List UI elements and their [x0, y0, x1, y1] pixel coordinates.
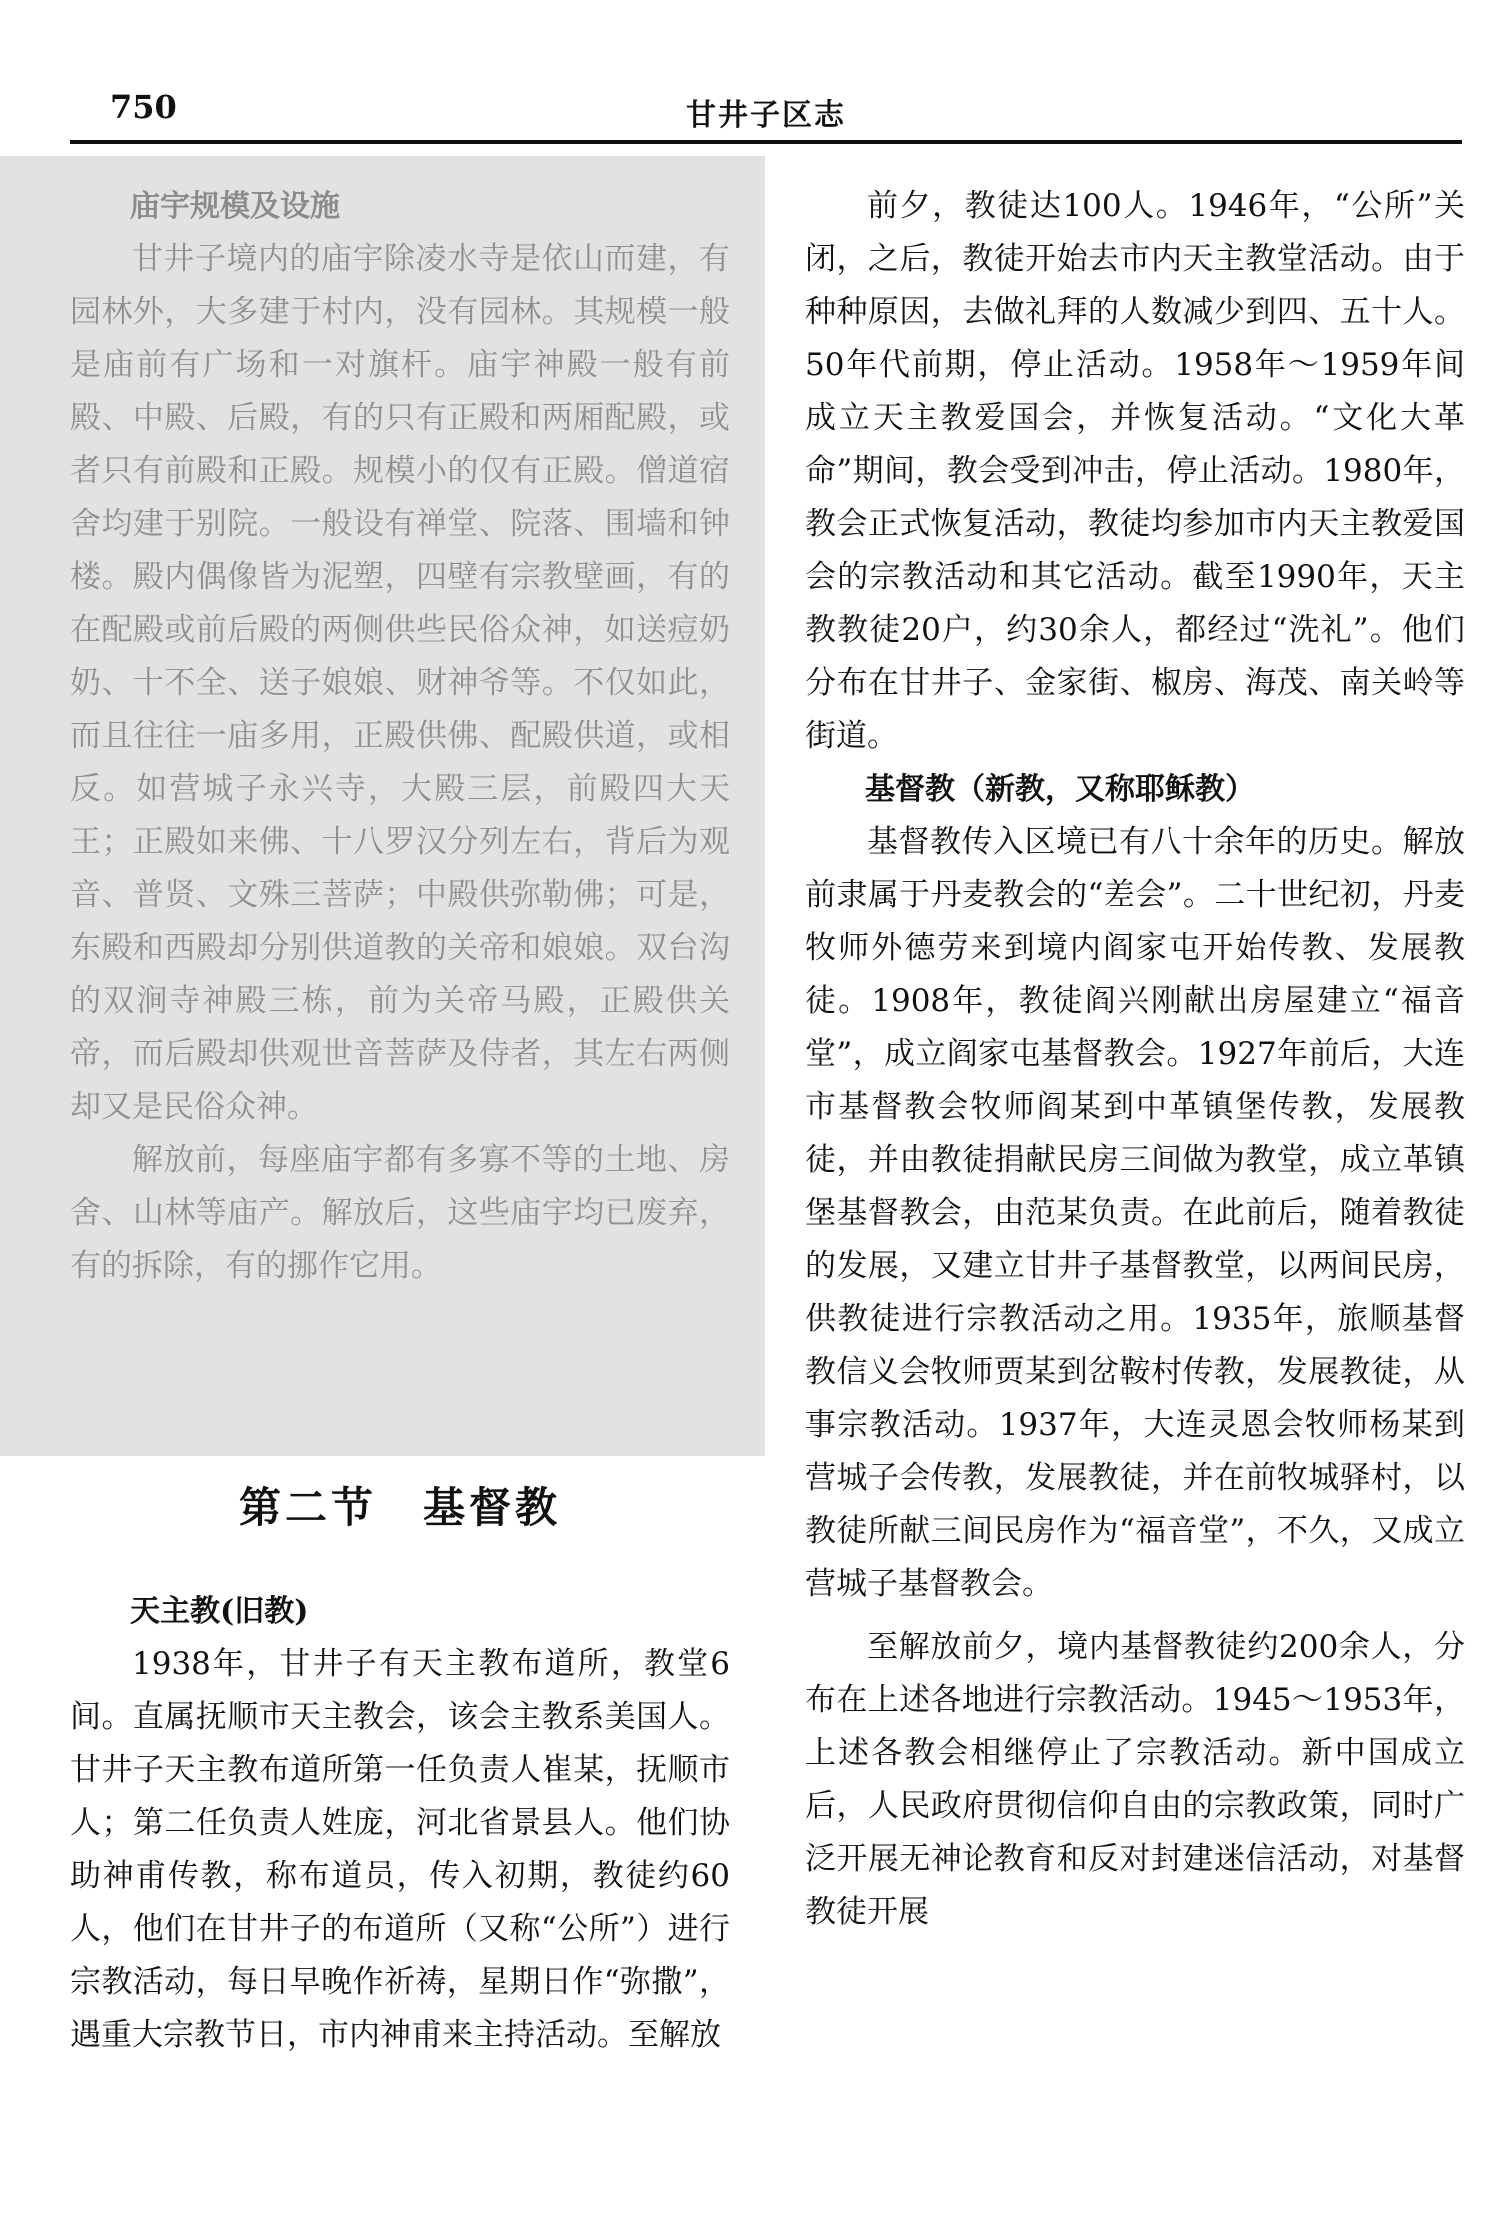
page-number: 750: [110, 88, 177, 126]
protestant-heading: 基督教（新教，又称耶稣教）: [865, 772, 1255, 807]
catholic-heading: 天主教(旧教): [130, 1594, 309, 1629]
catholic-continued-paragraph: 前夕，教徒达100人。1946年，“公所”关闭，之后，教徒开始去市内天主教堂活动。由于种种原因，去做礼拜的人数减少到四、五十人。50年代前期，停止活动。1958年～1959年间成立天主教爱国会，并恢复活动。“文化大革命”期间，教会受到冲击，停止活动。1980年，教会正式恢复活动，教徒均参加市内天主教爱国会的宗教活动和其它活动。截至1990年，天主教教徒20户，约30余人，都经过“洗礼”。他们分布在甘井子、金家街、椒房、海茂、南关岭等街道。: [805, 188, 1465, 754]
temple-property-paragraph: 解放前，每座庙宇都有多寡不等的土地、房舍、山林等庙产。解放后，这些庙宇均已废弃，有的拆除，有的挪作它用。: [70, 1142, 730, 1284]
header-rule: [70, 140, 1462, 144]
running-title: 甘井子区志: [686, 98, 846, 133]
shaded-text-block: [70, 180, 730, 1293]
protestant-history-paragraph: 基督教传入区境已有八十余年的历史。解放前隶属于丹麦教会的“差会”。二十世纪初，丹麦牧师外德劳来到境内阎家屯开始传教、发展教徒。1908年，教徒阎兴刚献出房屋建立“福音堂”，成立阎家屯基督教会。1927年前后，大连市基督教会牧师阎某到中革镇堡传教，发展教徒，并由教徒捐献民房三间做为教堂，成立革镇堡基督教会，由范某负责。在此前后，随着教徒的发展，又建立甘井子基督教堂，以两间民房，供教徒进行宗教活动之用。1935年，旅顺基督教信义会牧师贾某到岔鞍村传教，发展教徒，从事宗教活动。1937年，大连灵恩会牧师杨某到营城子会传教，发展教徒，并在前牧城驿村，以教徒所献三间民房作为“福音堂”，不久，又成立营城子基督教会。: [805, 824, 1465, 1602]
page-header: [70, 82, 1462, 142]
protestant-liberation-paragraph: 至解放前夕，境内基督教徒约200余人，分布在上述各地进行宗教活动。1945～1953年，上述各教会相继停止了宗教活动。新中国成立后，人民政府贯彻信仰自由的宗教政策，同时广泛开展无神论教育和反对封建迷信活动，对基督教徒开展: [805, 1629, 1465, 1930]
section-title: 第二节 基督教: [238, 1483, 561, 1532]
temple-facilities-paragraph: 甘井子境内的庙宇除凌水寺是依山而建，有园林外，大多建于村内，没有园林。其规模一般是庙前有广场和一对旗杆。庙宇神殿一般有前殿、中殿、后殿，有的只有正殿和两厢配殿，或者只有前殿和正殿。规模小的仅有正殿。僧道宿舍均建于别院。一般设有禅堂、院落、围墙和钟楼。殿内偶像皆为泥塑，四壁有宗教壁画，有的在配殿或前后殿的两侧供些民俗众神，如送痘奶奶、十不全、送子娘娘、财神爷等。不仅如此，而且往往一庙多用，正殿供佛、配殿供道，或相反。如营城子永兴寺，大殿三层，前殿四大天王；正殿如来佛、十八罗汉分列左右，背后为观音、普贤、文殊三菩萨；中殿供弥勒佛；可是，东殿和西殿却分别供道教的关帝和娘娘。双台沟的双涧寺神殿三栋，前为关帝马殿，正殿供关帝，而后殿却供观世音菩萨及侍者，其左右两侧却又是民俗众神。: [70, 241, 730, 1125]
catholic-paragraph: 1938年，甘井子有天主教布道所，教堂6间。直属抚顺市天主教会，该会主教系美国人。甘井子天主教布道所第一任负责人崔某，抚顺市人；第二任负责人姓庞，河北省景县人。他们协助神甫传教，称布道员，传入初期，教徒约60人，他们在甘井子的布道所（又称“公所”）进行宗教活动，每日早晚作祈祷，星期日作“弥撒”，遇重大宗教节日，市内神甫来主持活动。至解放: [70, 1646, 730, 2053]
left-column-text: [70, 1585, 730, 2062]
right-column-text: [805, 180, 1465, 1939]
temple-facilities-heading: 庙宇规模及设施: [130, 189, 340, 224]
